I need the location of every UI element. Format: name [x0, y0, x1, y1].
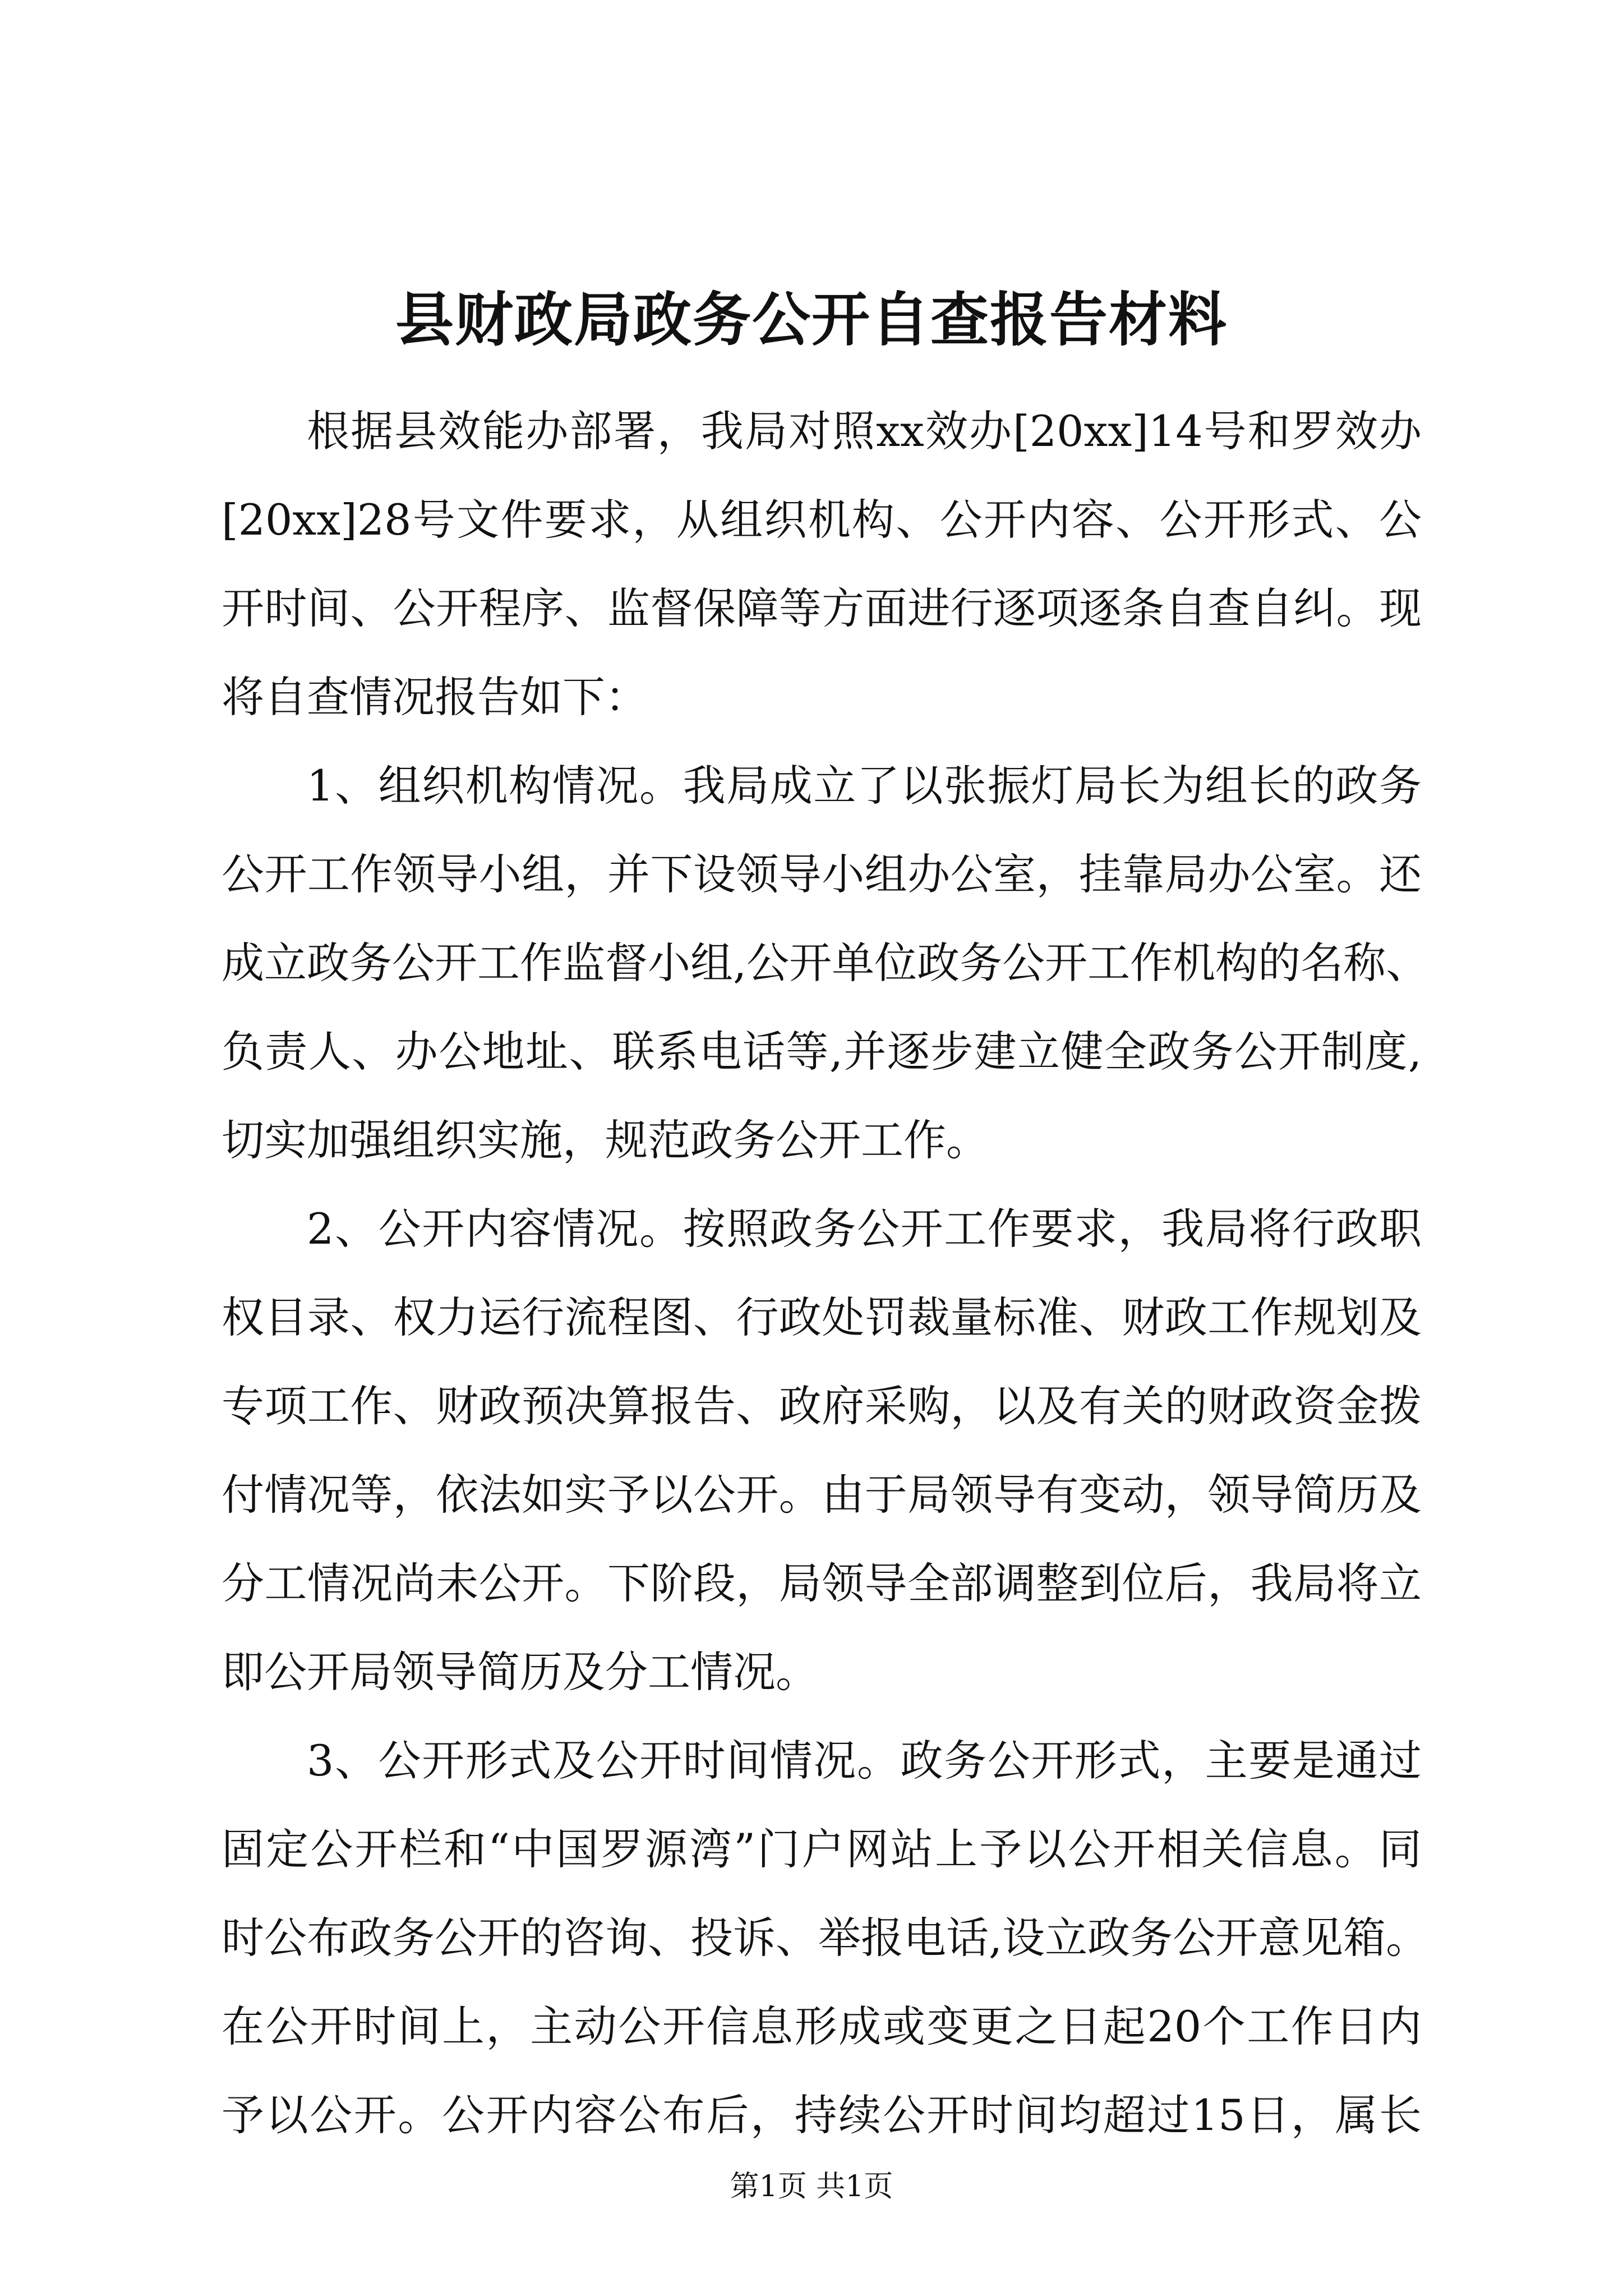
- document-title: 县财政局政务公开自查报告材料: [395, 285, 1228, 354]
- paragraph-organization: [222, 742, 1429, 1185]
- text-line: 予以公开。公开内容公布后，持续公开时间均超过15日，属长: [222, 2090, 1422, 2140]
- text-line: 时公布政务公开的咨询、投诉、举报电话,设立政务公开意见箱。: [222, 1913, 1429, 1963]
- paragraph-form-and-time: [222, 1717, 1429, 2160]
- paragraph-content: [222, 1185, 1422, 1717]
- text-line: 1、组织机构情况。我局成立了以张振灯局长为组长的政务: [307, 761, 1422, 811]
- text-line: 即公开局领导简历及分工情况。: [222, 1647, 818, 1697]
- text-line: 切实加强组织实施，规范政务公开工作。: [222, 1115, 989, 1165]
- text-line: 2、公开内容情况。按照政务公开工作要求，我局将行政职: [307, 1204, 1422, 1254]
- text-line: [20xx]28号文件要求，从组织机构、公开内容、公开形式、公: [222, 495, 1422, 545]
- text-line: 权目录、权力运行流程图、行政处罚裁量标准、财政工作规划及: [222, 1292, 1422, 1342]
- text-line: 在公开时间上，主动公开信息形成或变更之日起20个工作日内: [222, 2001, 1422, 2051]
- text-line: 付情况等，依法如实予以公开。由于局领导有变动，领导简历及: [222, 1470, 1422, 1520]
- text-line: 成立政务公开工作监督小组,公开单位政务公开工作机构的名称、: [222, 938, 1429, 988]
- text-line: 分工情况尚未公开。下阶段，局领导全部调整到位后，我局将立: [222, 1558, 1422, 1608]
- document-body: [222, 387, 1429, 2160]
- text-line: 专项工作、财政预决算报告、政府采购，以及有关的财政资金拨: [222, 1381, 1422, 1431]
- page-footer: 第1页 共1页: [730, 2170, 893, 2203]
- text-line: 3、公开形式及公开时间情况。政务公开形式，主要是通过: [307, 1736, 1422, 1786]
- text-line: 将自查情况报告如下：: [222, 672, 648, 722]
- paragraph-intro: [222, 387, 1422, 742]
- text-line: 负责人、办公地址、联系电话等,并逐步建立健全政务公开制度,: [222, 1027, 1422, 1076]
- text-line: 根据县效能办部署，我局对照xx效办[20xx]14号和罗效办: [307, 406, 1422, 456]
- text-line: 固定公开栏和“中国罗源湾”门户网站上予以公开相关信息。同: [222, 1824, 1422, 1874]
- text-line: 开时间、公开程序、监督保障等方面进行逐项逐条自查自纠。现: [222, 583, 1422, 633]
- text-line: 公开工作领导小组，并下设领导小组办公室，挂靠局办公室。还: [222, 849, 1422, 899]
